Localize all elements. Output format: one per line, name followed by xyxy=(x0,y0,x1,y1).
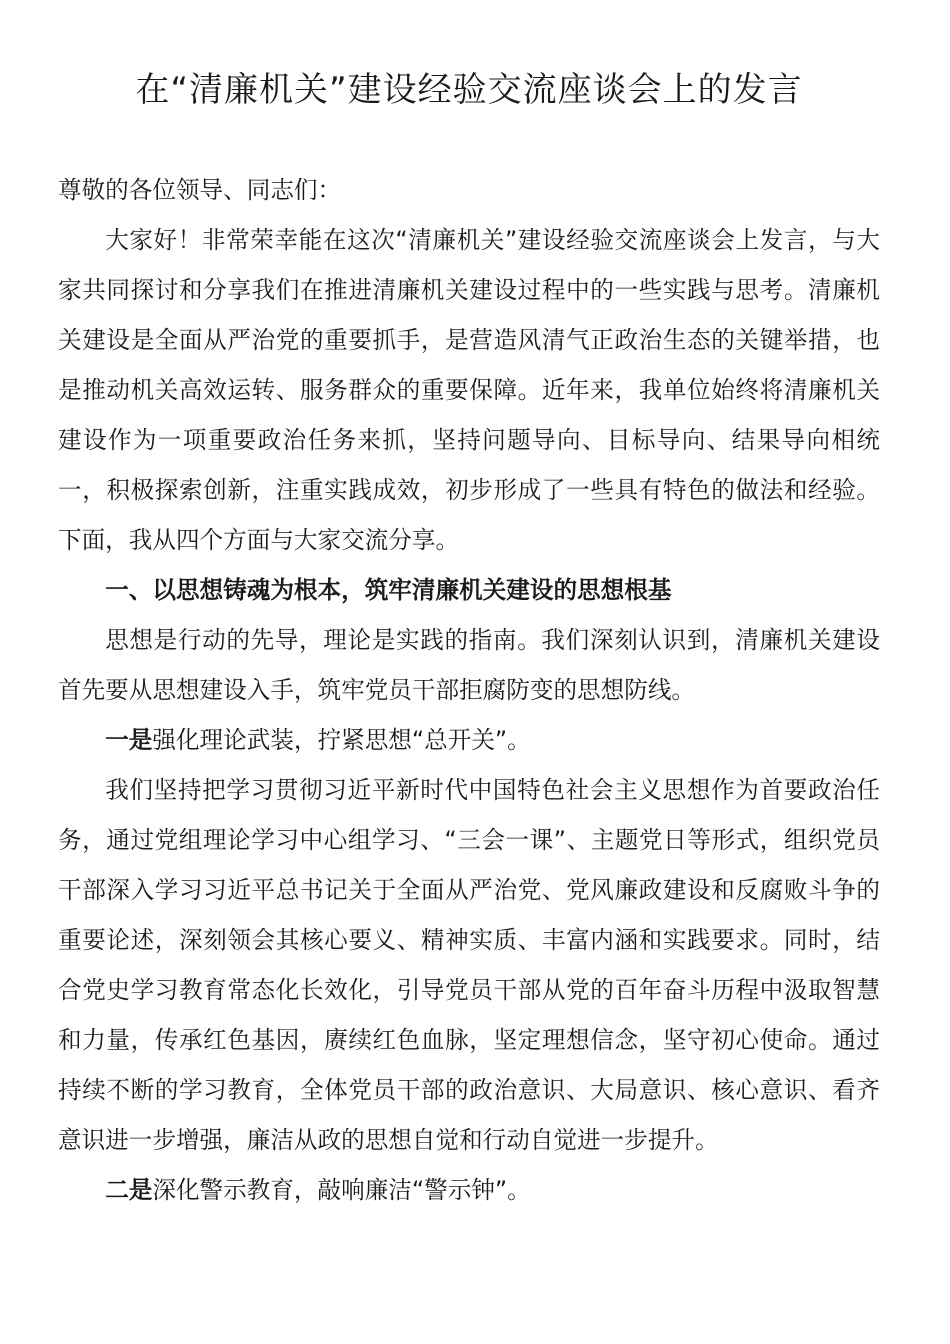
point-2-heading xyxy=(58,1165,880,1215)
document-title: 在“清廉机关”建设经验交流座谈会上的发言 xyxy=(135,70,803,110)
point-2-lead: 二是 xyxy=(105,1176,153,1204)
salutation: 尊敬的各位领导、同志们： xyxy=(58,176,342,204)
intro-paragraph: 大家好！非常荣幸能在这次“清廉机关”建设经验交流座谈会上发言，与大家共同探讨和分享我们在推进清廉机关建设过程中的一些实践与思考。清廉机关建设是全面从严治党的重要抓手，是营造风清气正政治生态的关键举措，也是推动机关高效运转、服务群众的重要保障。近年来，我单位始终将清廉机关建设作为一项重要政治任务来抓，坚持问题导向、目标导向、结果导向相统一，积极探索创新，注重实践成效，初步形成了一些具有特色的做法和经验。下面，我从四个方面与大家交流分享。 xyxy=(58,226,880,554)
point-1-text: 强化理论武装，拧紧思想“总开关”。 xyxy=(152,726,531,754)
section-1-intro-paragraph: 思想是行动的先导，理论是实践的指南。我们深刻认识到，清廉机关建设首先要从思想建设入手，筑牢党员干部拒腐防变的思想防线。 xyxy=(58,626,880,704)
point-1-body-paragraph: 我们坚持把学习贯彻习近平新时代中国特色社会主义思想作为首要政治任务，通过党组理论学习中心组学习、“三会一课”、主题党日等形式，组织党员干部深入学习习近平总书记关于全面从严治党、党风廉政建设和反腐败斗争的重要论述，深刻领会其核心要义、精神实质、丰富内涵和实践要求。同时，结合党史学习教育常态化长效化，引导党员干部从党的百年奋斗历程中汲取智慧和力量，传承红色基因，赓续红色血脉，坚定理想信念，坚守初心使命。通过持续不断的学习教育，全体党员干部的政治意识、大局意识、核心意识、看齐意识进一步增强，廉洁从政的思想自觉和行动自觉进一步提升。 xyxy=(58,776,880,1154)
document-body xyxy=(58,165,880,1215)
point-2-text: 深化警示教育，敲响廉洁“警示钟”。 xyxy=(152,1176,531,1204)
section-heading-1: 一、以思想铸魂为根本，筑牢清廉机关建设的思想根基 xyxy=(105,576,672,604)
point-1-heading xyxy=(58,715,880,765)
point-1-lead: 一是 xyxy=(105,726,153,754)
document-page xyxy=(58,0,880,1344)
